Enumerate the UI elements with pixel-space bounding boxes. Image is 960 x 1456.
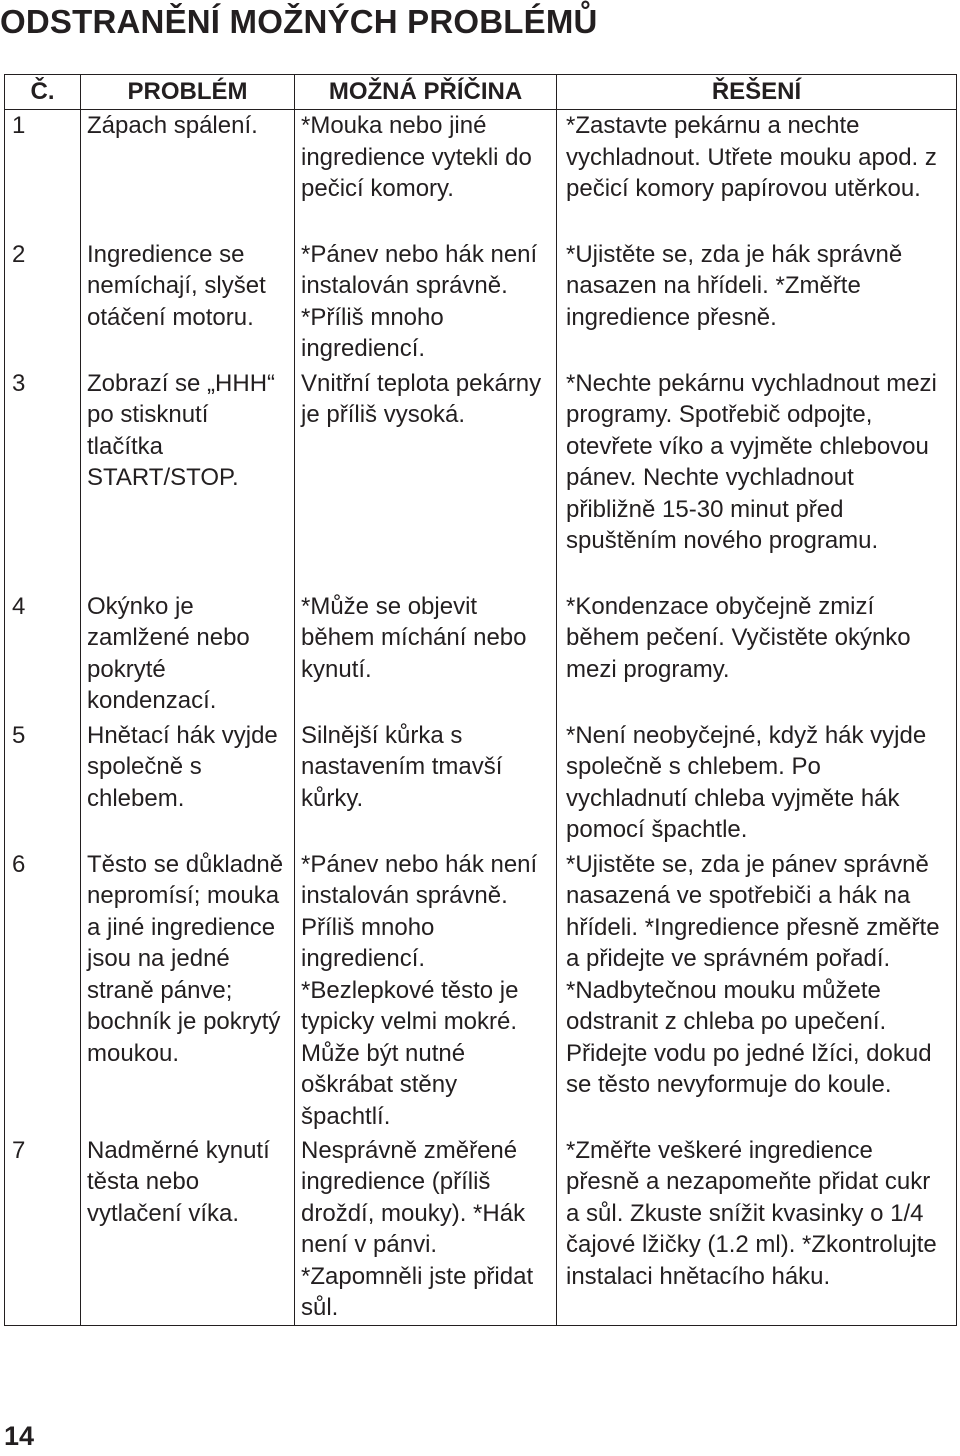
table-row <box>5 239 957 368</box>
problem-cell: Zobrazí se „HHH“ po stisknutí tlačítka START/STOP. <box>81 368 295 591</box>
problem-cell: Nadměrné kynutí těsta nebo vytlačení víka. <box>81 1135 295 1326</box>
page-title: ODSTRANĚNÍ MOŽNÝCH PROBLÉMŮ <box>0 3 598 40</box>
table-row <box>5 1135 957 1326</box>
cause-cell: Silnější kůrka s nastavením tmavší kůrky. <box>295 720 557 849</box>
cause-cell: *Pánev nebo hák není instalován správně. *Příliš mnoho ingrediencí. <box>295 239 557 368</box>
solution-cell: *Ujistěte se, zda je hák správně nasazen na hřídeli. *Změřte ingredience přesně. <box>557 239 957 368</box>
problem-cell: Ingredience se nemíchají, slyšet otáčení motoru. <box>81 239 295 368</box>
table-row <box>5 591 957 720</box>
column-header-problem: PROBLÉM <box>81 75 295 110</box>
problem-cell: Okýnko je zamlžené nebo pokryté kondenzací. <box>81 591 295 720</box>
row-number: 2 <box>5 239 81 368</box>
row-number: 7 <box>5 1135 81 1326</box>
column-header-solution: ŘEŠENÍ <box>557 75 957 110</box>
solution-cell: *Změřte veškeré ingredience přesně a nezapomeňte přidat cukr a sůl. Zkuste snížit kvasinky o 1/4 čajové lžičky (1.2 ml). *Zkontrolujte instalaci hnětacího háku. <box>557 1135 957 1326</box>
page-number: 14 <box>4 1421 35 1451</box>
cause-cell: *Může se objevit během míchání nebo kynutí. <box>295 591 557 720</box>
solution-cell: *Nechte pekárnu vychladnout mezi programy. Spotřebič odpojte, otevřete víko a vyjměte chlebovou pánev. Nechte vychladnout přibližně 15-30 minut před spuštěním nového programu. <box>557 368 957 591</box>
cause-cell: *Mouka nebo jiné ingredience vytekli do pečicí komory. <box>295 110 557 239</box>
row-number: 4 <box>5 591 81 720</box>
table-row <box>5 368 957 591</box>
cause-cell: *Pánev nebo hák není instalován správně. Příliš mnoho ingrediencí. *Bezlepkové těsto je typicky velmi mokré. Může být nutné oškrábat stěny špachtlí. <box>295 849 557 1135</box>
row-number: 6 <box>5 849 81 1135</box>
column-header-cause: MOŽNÁ PŘÍČINA <box>295 75 557 110</box>
table-body <box>5 110 957 1326</box>
table-row <box>5 110 957 239</box>
row-number: 5 <box>5 720 81 849</box>
row-number: 3 <box>5 368 81 591</box>
row-number: 1 <box>5 110 81 239</box>
solution-cell: *Kondenzace obyčejně zmizí během pečení. Vyčistěte okýnko mezi programy. <box>557 591 957 720</box>
cause-cell: Nesprávně změřené ingredience (příliš droždí, mouky). *Hák není v pánvi. *Zapomněli jste přidat sůl. <box>295 1135 557 1326</box>
problem-cell: Těsto se důkladně nepromísí; mouka a jiné ingredience jsou na jedné straně pánve; bochník je pokrytý moukou. <box>81 849 295 1135</box>
table-row <box>5 720 957 849</box>
problem-cell: Hnětací hák vyjde společně s chlebem. <box>81 720 295 849</box>
table-row <box>5 849 957 1135</box>
column-header-number: Č. <box>5 75 81 110</box>
solution-cell: *Zastavte pekárnu a nechte vychladnout. Utřete mouku apod. z pečicí komory papírovou utěrkou. <box>557 110 957 239</box>
solution-cell: *Ujistěte se, zda je pánev správně nasazená ve spotřebiči a hák na hřídeli. *Ingredience přesně změřte a přidejte ve správném pořadí. *Nadbytečnou mouku můžete odstranit z chleba po upečení. Přidejte vodu po jedné lžíci, dokud se těsto nevyformuje do koule. <box>557 849 957 1135</box>
table-header-row <box>5 75 957 110</box>
problem-cell: Zápach spálení. <box>81 110 295 239</box>
solution-cell: *Není neobyčejné, když hák vyjde společně s chlebem. Po vychladnutí chleba vyjměte hák pomocí špachtle. <box>557 720 957 849</box>
cause-cell: Vnitřní teplota pekárny je příliš vysoká. <box>295 368 557 591</box>
troubleshooting-table <box>4 74 957 1326</box>
